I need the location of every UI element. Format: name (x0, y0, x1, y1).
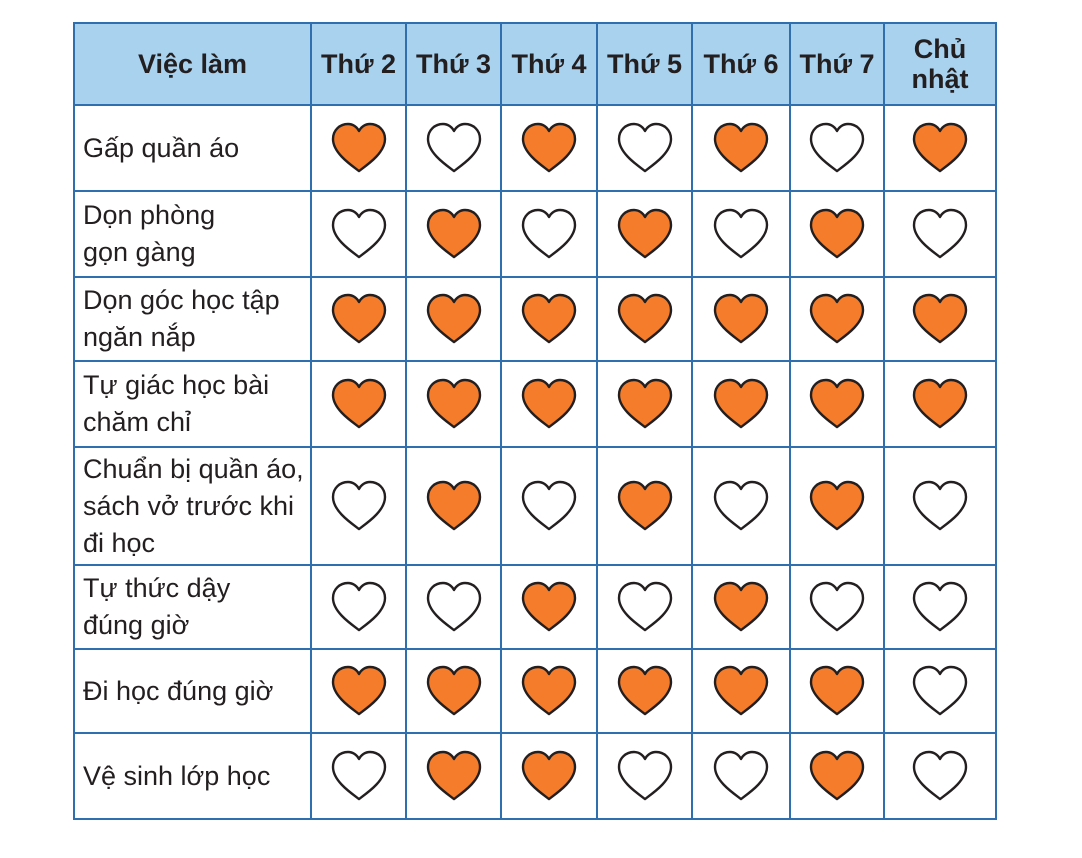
heart-cell-thu-2 (311, 277, 406, 361)
filled-heart-icon (424, 207, 484, 261)
heart-cell-thu-5 (597, 649, 692, 733)
table-body (74, 105, 996, 819)
filled-heart-icon (807, 292, 867, 346)
heart-cell-thu-4 (501, 191, 597, 277)
heart-cell-thu-7 (790, 105, 884, 191)
empty-heart-icon (711, 749, 771, 803)
heart-cell-thu-7 (790, 361, 884, 447)
heart-cell-thu-2 (311, 105, 406, 191)
heart-cell-thu-7 (790, 733, 884, 819)
heart-cell-thu-2 (311, 191, 406, 277)
heart-cell-thu-3 (406, 733, 501, 819)
task-label: Dọn góc học tập ngăn nắp (74, 277, 311, 361)
filled-heart-icon (519, 580, 579, 634)
day-header-thu-7: Thứ 7 (790, 23, 884, 105)
heart-cell-thu-6 (692, 447, 790, 565)
heart-cell-thu-6 (692, 565, 790, 649)
empty-heart-icon (329, 749, 389, 803)
task-label: Gấp quần áo (74, 105, 311, 191)
empty-heart-icon (711, 207, 771, 261)
filled-heart-icon (519, 749, 579, 803)
empty-heart-icon (910, 580, 970, 634)
table-row (74, 733, 996, 819)
heart-cell-thu-7 (790, 191, 884, 277)
table-row (74, 447, 996, 565)
heart-cell-thu-3 (406, 361, 501, 447)
filled-heart-icon (424, 749, 484, 803)
heart-cell-thu-3 (406, 649, 501, 733)
heart-cell-thu-4 (501, 277, 597, 361)
filled-heart-icon (711, 664, 771, 718)
day-header-thu-2: Thứ 2 (311, 23, 406, 105)
heart-cell-chu-nhat (884, 447, 996, 565)
empty-heart-icon (910, 664, 970, 718)
weekly-chores-table (73, 22, 997, 820)
empty-heart-icon (807, 121, 867, 175)
heart-cell-thu-3 (406, 277, 501, 361)
filled-heart-icon (424, 664, 484, 718)
empty-heart-icon (910, 207, 970, 261)
heart-cell-chu-nhat (884, 565, 996, 649)
filled-heart-icon (519, 664, 579, 718)
day-header-chu-nhat: Chủ nhật (884, 23, 996, 105)
heart-cell-thu-2 (311, 649, 406, 733)
table-row (74, 105, 996, 191)
empty-heart-icon (329, 580, 389, 634)
filled-heart-icon (910, 121, 970, 175)
filled-heart-icon (807, 664, 867, 718)
filled-heart-icon (519, 377, 579, 431)
table-row (74, 649, 996, 733)
table-row (74, 565, 996, 649)
heart-cell-thu-3 (406, 565, 501, 649)
task-label: Tự giác học bài chăm chỉ (74, 361, 311, 447)
heart-cell-thu-7 (790, 565, 884, 649)
heart-cell-thu-4 (501, 361, 597, 447)
task-column-header: Việc làm (74, 23, 311, 105)
heart-cell-thu-5 (597, 361, 692, 447)
heart-cell-chu-nhat (884, 277, 996, 361)
heart-cell-thu-7 (790, 277, 884, 361)
heart-cell-thu-5 (597, 565, 692, 649)
filled-heart-icon (711, 377, 771, 431)
heart-cell-thu-4 (501, 733, 597, 819)
heart-cell-thu-7 (790, 447, 884, 565)
filled-heart-icon (615, 664, 675, 718)
task-label: Đi học đúng giờ (74, 649, 311, 733)
empty-heart-icon (329, 207, 389, 261)
heart-cell-chu-nhat (884, 361, 996, 447)
empty-heart-icon (519, 207, 579, 261)
task-label: Tự thức dậy đúng giờ (74, 565, 311, 649)
table-row (74, 361, 996, 447)
day-header-thu-5: Thứ 5 (597, 23, 692, 105)
filled-heart-icon (615, 207, 675, 261)
heart-cell-thu-5 (597, 105, 692, 191)
day-header-thu-4: Thứ 4 (501, 23, 597, 105)
empty-heart-icon (615, 580, 675, 634)
filled-heart-icon (807, 749, 867, 803)
empty-heart-icon (910, 479, 970, 533)
heart-cell-thu-6 (692, 277, 790, 361)
day-header-thu-3: Thứ 3 (406, 23, 501, 105)
empty-heart-icon (807, 580, 867, 634)
empty-heart-icon (519, 479, 579, 533)
heart-cell-thu-6 (692, 191, 790, 277)
filled-heart-icon (519, 121, 579, 175)
heart-cell-thu-4 (501, 649, 597, 733)
filled-heart-icon (329, 377, 389, 431)
heart-cell-thu-5 (597, 447, 692, 565)
heart-cell-thu-2 (311, 565, 406, 649)
filled-heart-icon (424, 292, 484, 346)
heart-cell-thu-6 (692, 733, 790, 819)
empty-heart-icon (424, 121, 484, 175)
filled-heart-icon (807, 207, 867, 261)
heart-cell-thu-2 (311, 361, 406, 447)
task-label: Chuẩn bị quần áo, sách vở trước khi đi học (74, 447, 311, 565)
heart-cell-thu-7 (790, 649, 884, 733)
heart-cell-thu-6 (692, 649, 790, 733)
task-label: Vệ sinh lớp học (74, 733, 311, 819)
heart-cell-thu-2 (311, 733, 406, 819)
empty-heart-icon (615, 749, 675, 803)
header-row (74, 23, 996, 105)
filled-heart-icon (711, 121, 771, 175)
filled-heart-icon (424, 479, 484, 533)
filled-heart-icon (519, 292, 579, 346)
heart-cell-thu-5 (597, 277, 692, 361)
table-row (74, 277, 996, 361)
day-header-thu-6: Thứ 6 (692, 23, 790, 105)
heart-cell-thu-2 (311, 447, 406, 565)
heart-cell-chu-nhat (884, 191, 996, 277)
empty-heart-icon (711, 479, 771, 533)
heart-cell-thu-3 (406, 191, 501, 277)
filled-heart-icon (711, 292, 771, 346)
filled-heart-icon (807, 377, 867, 431)
heart-cell-thu-4 (501, 565, 597, 649)
filled-heart-icon (329, 121, 389, 175)
filled-heart-icon (329, 664, 389, 718)
filled-heart-icon (615, 479, 675, 533)
empty-heart-icon (424, 580, 484, 634)
heart-cell-thu-4 (501, 105, 597, 191)
empty-heart-icon (910, 749, 970, 803)
heart-cell-chu-nhat (884, 649, 996, 733)
filled-heart-icon (615, 377, 675, 431)
filled-heart-icon (424, 377, 484, 431)
heart-cell-chu-nhat (884, 105, 996, 191)
heart-cell-chu-nhat (884, 733, 996, 819)
filled-heart-icon (329, 292, 389, 346)
empty-heart-icon (615, 121, 675, 175)
empty-heart-icon (329, 479, 389, 533)
filled-heart-icon (807, 479, 867, 533)
heart-cell-thu-6 (692, 105, 790, 191)
filled-heart-icon (910, 377, 970, 431)
heart-cell-thu-3 (406, 105, 501, 191)
heart-cell-thu-5 (597, 733, 692, 819)
filled-heart-icon (910, 292, 970, 346)
heart-cell-thu-5 (597, 191, 692, 277)
heart-cell-thu-4 (501, 447, 597, 565)
filled-heart-icon (711, 580, 771, 634)
table-row (74, 191, 996, 277)
heart-cell-thu-3 (406, 447, 501, 565)
task-label: Dọn phòng gọn gàng (74, 191, 311, 277)
heart-cell-thu-6 (692, 361, 790, 447)
filled-heart-icon (615, 292, 675, 346)
